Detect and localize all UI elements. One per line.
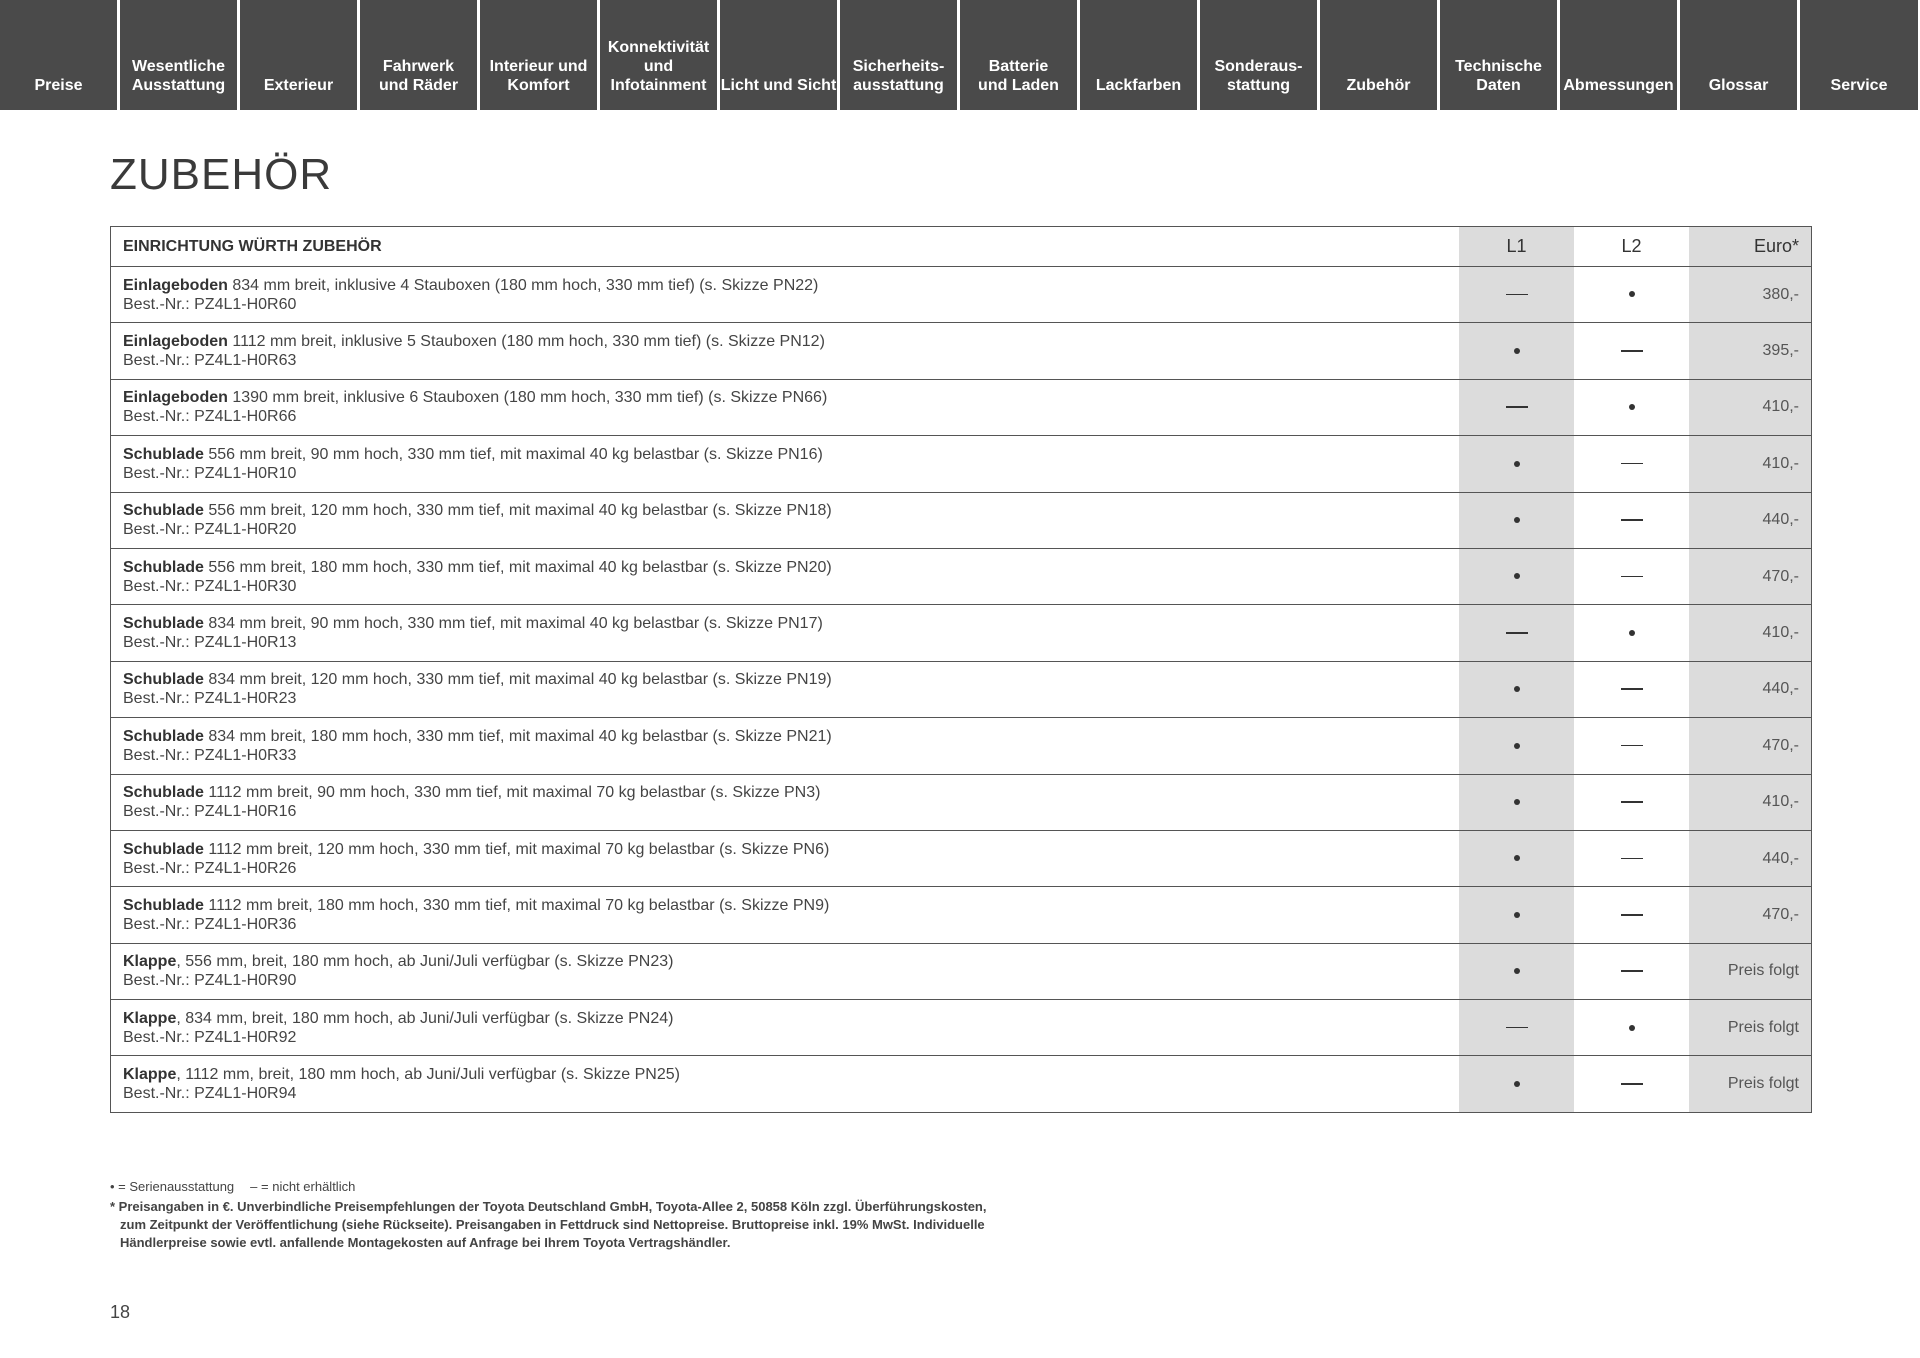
nav-tab-abmessungen[interactable]: Abmessungen [1560, 0, 1677, 110]
availability-l1 [1459, 718, 1574, 774]
not-available-dash-icon [1621, 801, 1643, 803]
nav-tab-lackfarben[interactable]: Lackfarben [1080, 0, 1197, 110]
not-available-dash-icon [1621, 688, 1643, 690]
item-price: 440,- [1689, 492, 1812, 548]
order-number: Best.-Nr.: PZ4L1-H0R33 [123, 746, 297, 764]
item-price: 380,- [1689, 267, 1812, 323]
table-row [111, 492, 1812, 548]
item-description [111, 718, 1460, 774]
header-l1: L1 [1459, 227, 1574, 267]
availability-l2 [1574, 1056, 1689, 1112]
standard-dot-icon [1629, 1025, 1635, 1031]
accessories-table [110, 226, 1812, 1113]
standard-dot-icon [1514, 517, 1520, 523]
item-details: , 1112 mm, breit, 180 mm hoch, ab Juni/Juli verfügbar (s. Skizze PN25) [176, 1066, 680, 1084]
header-item: EINRICHTUNG WÜRTH ZUBEHÖR [111, 227, 1460, 267]
table-row [111, 605, 1812, 661]
item-details: 556 mm breit, 90 mm hoch, 330 mm tief, mit maximal 40 kg belastbar (s. Skizze PN16) [203, 445, 823, 463]
availability-l1 [1459, 943, 1574, 999]
availability-l2 [1574, 267, 1689, 323]
item-name: Schublade [123, 784, 204, 802]
page-title: ZUBEHÖR [110, 150, 333, 199]
item-details: 1390 mm breit, inklusive 6 Stauboxen (180 mm hoch, 330 mm tief) (s. Skizze PN66) [227, 389, 828, 407]
top-navigation [0, 0, 1920, 110]
item-price: 395,- [1689, 323, 1812, 379]
nav-tab-preise[interactable]: Preise [0, 0, 117, 110]
nav-tab-konnektivitaet[interactable]: Konnektivität und Infotainment [600, 0, 717, 110]
availability-l2 [1574, 605, 1689, 661]
item-details: 834 mm breit, inklusive 4 Stauboxen (180 mm hoch, 330 mm tief) (s. Skizze PN22) [227, 276, 819, 294]
availability-l1 [1459, 1056, 1574, 1112]
item-name: Schublade [123, 840, 204, 858]
header-l2: L2 [1574, 227, 1689, 267]
nav-tab-batterie[interactable]: Batterie und Laden [960, 0, 1077, 110]
availability-l2 [1574, 661, 1689, 717]
item-name: Schublade [123, 896, 204, 914]
item-details: 556 mm breit, 120 mm hoch, 330 mm tief, mit maximal 40 kg belastbar (s. Skizze PN18) [203, 502, 832, 520]
table-row [111, 830, 1812, 886]
table-row [111, 774, 1812, 830]
table-row [111, 661, 1812, 717]
price-note [110, 1198, 986, 1252]
table-row [111, 718, 1812, 774]
availability-l1 [1459, 379, 1574, 435]
availability-l2 [1574, 774, 1689, 830]
item-name: Schublade [123, 671, 204, 689]
item-description [111, 1056, 1460, 1112]
order-number: Best.-Nr.: PZ4L1-H0R60 [123, 295, 297, 313]
nav-tab-sicherheitsausstattung[interactable]: Sicherheits- ausstattung [840, 0, 957, 110]
header-euro: Euro* [1689, 227, 1812, 267]
item-name: Schublade [123, 727, 204, 745]
item-details: , 556 mm, breit, 180 mm hoch, ab Juni/Juli verfügbar (s. Skizze PN23) [176, 953, 674, 971]
nav-tab-zubehoer[interactable]: Zubehör [1320, 0, 1437, 110]
availability-l1 [1459, 830, 1574, 886]
standard-dot-icon [1514, 743, 1520, 749]
item-name: Klappe [123, 1009, 177, 1027]
availability-l1 [1459, 887, 1574, 943]
item-details: 1112 mm breit, 180 mm hoch, 330 mm tief, mit maximal 70 kg belastbar (s. Skizze PN9) [203, 896, 830, 914]
not-available-dash-icon [1621, 463, 1643, 465]
item-price: 410,- [1689, 379, 1812, 435]
order-number: Best.-Nr.: PZ4L1-H0R90 [123, 972, 297, 990]
not-available-dash-icon [1621, 1083, 1643, 1085]
standard-dot-icon [1514, 348, 1520, 354]
table-row [111, 267, 1812, 323]
not-available-dash-icon [1506, 1027, 1528, 1029]
legend-unavailable: – = nicht erhältlich [250, 1179, 356, 1194]
item-price: 470,- [1689, 718, 1812, 774]
legend-standard: • = Serienausstattung [110, 1179, 235, 1194]
standard-dot-icon [1629, 291, 1635, 297]
not-available-dash-icon [1621, 576, 1643, 578]
availability-l2 [1574, 323, 1689, 379]
order-number: Best.-Nr.: PZ4L1-H0R36 [123, 915, 297, 933]
item-details: 834 mm breit, 120 mm hoch, 330 mm tief, mit maximal 40 kg belastbar (s. Skizze PN19) [203, 671, 832, 689]
availability-l1 [1459, 1000, 1574, 1056]
item-price: 470,- [1689, 548, 1812, 604]
item-description [111, 943, 1460, 999]
nav-tab-wesentliche-ausstattung[interactable]: Wesentliche Ausstattung [120, 0, 237, 110]
item-price: Preis folgt [1689, 1056, 1812, 1112]
availability-l1 [1459, 267, 1574, 323]
nav-tab-fahrwerk[interactable]: Fahrwerk und Räder [360, 0, 477, 110]
item-name: Schublade [123, 445, 204, 463]
not-available-dash-icon [1506, 294, 1528, 296]
order-number: Best.-Nr.: PZ4L1-H0R10 [123, 464, 297, 482]
order-number: Best.-Nr.: PZ4L1-H0R26 [123, 859, 297, 877]
table-row [111, 323, 1812, 379]
item-name: Einlageboden [123, 389, 228, 407]
availability-l2 [1574, 436, 1689, 492]
table-row [111, 943, 1812, 999]
item-description [111, 661, 1460, 717]
table-header-row [111, 227, 1812, 267]
table-row [111, 436, 1812, 492]
standard-dot-icon [1514, 686, 1520, 692]
availability-l1 [1459, 605, 1574, 661]
price-note-line: Händlerpreise sowie evtl. anfallende Montagekosten auf Anfrage bei Ihrem Toyota Vertragshändler. [120, 1235, 731, 1250]
item-details: 556 mm breit, 180 mm hoch, 330 mm tief, mit maximal 40 kg belastbar (s. Skizze PN20) [203, 558, 832, 576]
standard-dot-icon [1629, 630, 1635, 636]
item-price: 410,- [1689, 774, 1812, 830]
item-description [111, 1000, 1460, 1056]
item-details: 1112 mm breit, 90 mm hoch, 330 mm tief, mit maximal 70 kg belastbar (s. Skizze PN3) [203, 784, 821, 802]
standard-dot-icon [1514, 1081, 1520, 1087]
legend [110, 1178, 986, 1196]
table-row [111, 1056, 1812, 1112]
nav-tab-interieur[interactable]: Interieur und Komfort [480, 0, 597, 110]
availability-l2 [1574, 830, 1689, 886]
item-price: Preis folgt [1689, 943, 1812, 999]
item-description [111, 887, 1460, 943]
standard-dot-icon [1514, 573, 1520, 579]
table-row [111, 379, 1812, 435]
item-name: Schublade [123, 558, 204, 576]
availability-l1 [1459, 661, 1574, 717]
item-name: Schublade [123, 502, 204, 520]
item-description [111, 323, 1460, 379]
nav-tab-glossar[interactable]: Glossar [1680, 0, 1797, 110]
item-description [111, 379, 1460, 435]
price-note-line: * Preisangaben in €. Unverbindliche Preisempfehlungen der Toyota Deutschland GmbH, Toyota-Allee 2, 50858 Köln zzgl. Überführungskosten, [110, 1199, 987, 1214]
price-note-line: zum Zeitpunkt der Veröffentlichung (siehe Rückseite). Preisangaben in Fettdruck sind Nettopreise. Bruttopreise inkl. 19% MwSt. Individuelle [120, 1217, 985, 1232]
table-row [111, 548, 1812, 604]
not-available-dash-icon [1621, 858, 1643, 860]
table-row [111, 887, 1812, 943]
not-available-dash-icon [1621, 970, 1643, 972]
availability-l2 [1574, 548, 1689, 604]
order-number: Best.-Nr.: PZ4L1-H0R16 [123, 803, 297, 821]
table-row [111, 1000, 1812, 1056]
not-available-dash-icon [1621, 350, 1643, 352]
order-number: Best.-Nr.: PZ4L1-H0R20 [123, 521, 297, 539]
order-number: Best.-Nr.: PZ4L1-H0R13 [123, 634, 297, 652]
page-number: 18 [110, 1302, 131, 1322]
standard-dot-icon [1514, 855, 1520, 861]
nav-tab-exterieur[interactable]: Exterieur [240, 0, 357, 110]
nav-tab-sonderausstattung[interactable]: Sonderaus- stattung [1200, 0, 1317, 110]
order-number: Best.-Nr.: PZ4L1-H0R23 [123, 690, 297, 708]
availability-l1 [1459, 492, 1574, 548]
not-available-dash-icon [1506, 632, 1528, 634]
availability-l2 [1574, 1000, 1689, 1056]
item-description [111, 774, 1460, 830]
item-price: 440,- [1689, 830, 1812, 886]
footnotes [110, 1178, 986, 1252]
item-details: 834 mm breit, 180 mm hoch, 330 mm tief, mit maximal 40 kg belastbar (s. Skizze PN21) [203, 727, 832, 745]
standard-dot-icon [1514, 461, 1520, 467]
nav-tab-licht-und-sicht[interactable]: Licht und Sicht [720, 0, 837, 110]
standard-dot-icon [1629, 404, 1635, 410]
availability-l2 [1574, 943, 1689, 999]
standard-dot-icon [1514, 799, 1520, 805]
table-body [111, 267, 1812, 1113]
availability-l1 [1459, 774, 1574, 830]
availability-l2 [1574, 718, 1689, 774]
item-description [111, 492, 1460, 548]
item-description [111, 605, 1460, 661]
not-available-dash-icon [1621, 745, 1643, 747]
order-number: Best.-Nr.: PZ4L1-H0R94 [123, 1085, 297, 1103]
availability-l2 [1574, 379, 1689, 435]
item-name: Klappe [123, 953, 177, 971]
standard-dot-icon [1514, 912, 1520, 918]
item-description [111, 267, 1460, 323]
not-available-dash-icon [1506, 406, 1528, 408]
order-number: Best.-Nr.: PZ4L1-H0R66 [123, 408, 297, 426]
item-description [111, 830, 1460, 886]
item-price: 410,- [1689, 605, 1812, 661]
not-available-dash-icon [1621, 914, 1643, 916]
nav-tab-technische-daten[interactable]: Technische Daten [1440, 0, 1557, 110]
item-details: 1112 mm breit, 120 mm hoch, 330 mm tief, mit maximal 70 kg belastbar (s. Skizze PN6) [203, 840, 830, 858]
availability-l1 [1459, 548, 1574, 604]
item-price: Preis folgt [1689, 1000, 1812, 1056]
item-details: , 834 mm, breit, 180 mm hoch, ab Juni/Juli verfügbar (s. Skizze PN24) [176, 1009, 674, 1027]
item-name: Einlageboden [123, 276, 228, 294]
item-price: 440,- [1689, 661, 1812, 717]
availability-l1 [1459, 436, 1574, 492]
item-details: 1112 mm breit, inklusive 5 Stauboxen (180 mm hoch, 330 mm tief) (s. Skizze PN12) [227, 333, 825, 351]
availability-l2 [1574, 492, 1689, 548]
order-number: Best.-Nr.: PZ4L1-H0R92 [123, 1028, 297, 1046]
standard-dot-icon [1514, 968, 1520, 974]
order-number: Best.-Nr.: PZ4L1-H0R30 [123, 577, 297, 595]
item-details: 834 mm breit, 90 mm hoch, 330 mm tief, mit maximal 40 kg belastbar (s. Skizze PN17) [203, 615, 823, 633]
item-name: Schublade [123, 615, 204, 633]
not-available-dash-icon [1621, 519, 1643, 521]
item-name: Einlageboden [123, 333, 228, 351]
nav-tab-service[interactable]: Service [1800, 0, 1918, 110]
item-price: 470,- [1689, 887, 1812, 943]
item-description [111, 436, 1460, 492]
item-description [111, 548, 1460, 604]
availability-l1 [1459, 323, 1574, 379]
item-price: 410,- [1689, 436, 1812, 492]
item-name: Klappe [123, 1066, 177, 1084]
availability-l2 [1574, 887, 1689, 943]
order-number: Best.-Nr.: PZ4L1-H0R63 [123, 352, 297, 370]
